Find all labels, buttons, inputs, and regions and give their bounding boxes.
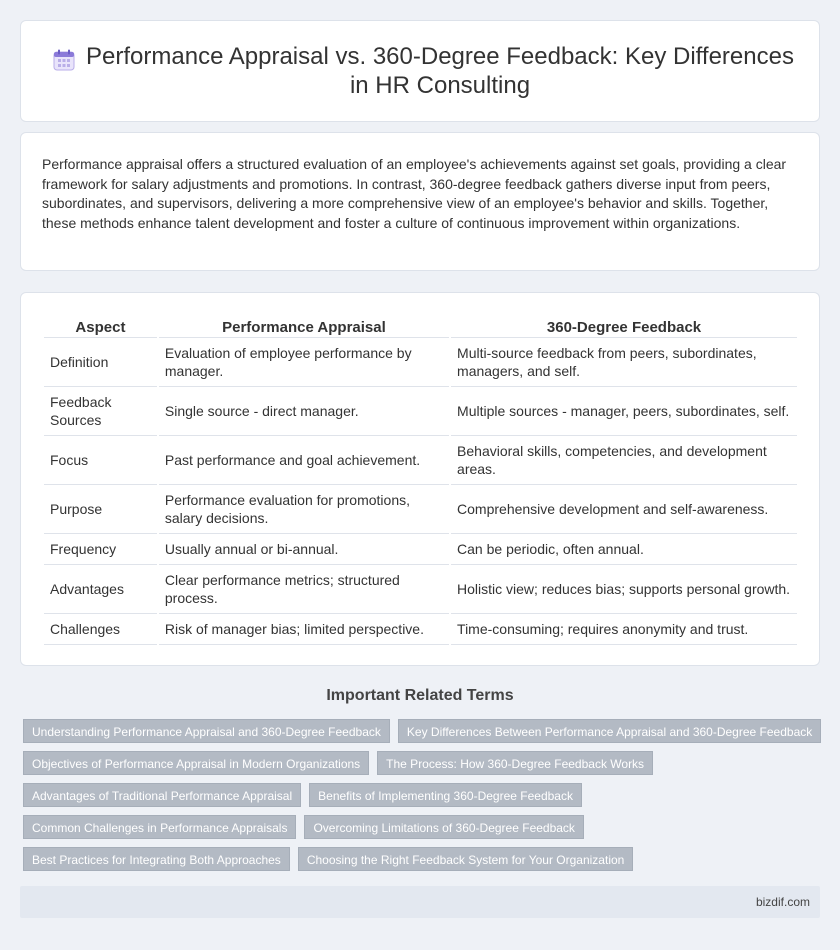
column-header: Performance Appraisal <box>159 317 449 338</box>
related-term-tag[interactable]: Choosing the Right Feedback System for Your Organization <box>298 847 634 871</box>
table-row <box>44 486 797 534</box>
related-term-tag[interactable]: Best Practices for Integrating Both Approaches <box>23 847 290 871</box>
table-row <box>44 535 797 565</box>
table-cell: Frequency <box>44 535 157 565</box>
table-row <box>44 437 797 485</box>
column-header: 360-Degree Feedback <box>451 317 797 338</box>
table-cell: Time-consuming; requires anonymity and trust. <box>451 615 797 645</box>
related-term-tag[interactable]: Advantages of Traditional Performance Appraisal <box>23 783 301 807</box>
related-term-tag[interactable]: The Process: How 360-Degree Feedback Works <box>377 751 653 775</box>
intro-paragraph: Performance appraisal offers a structured evaluation of an employee's achievements against set goals, providing a clear framework for salary adjustments and promotions. In contrast, 360-degree feedback gathers diverse input from peers, subordinates, and supervisors, delivering a more comprehensive view of an employee's behavior and skills. Together, these methods enhance talent development and foster a culture of continuous improvement within organizations. <box>42 156 787 231</box>
related-terms-title: Important Related Terms <box>326 687 514 704</box>
table-cell: Multiple sources - manager, peers, subordinates, self. <box>451 388 797 436</box>
table-cell: Focus <box>44 437 157 485</box>
related-term-tag[interactable]: Overcoming Limitations of 360-Degree Feedback <box>304 815 583 839</box>
table-cell: Definition <box>44 339 157 387</box>
column-header: Aspect <box>44 317 157 338</box>
table-cell: Risk of manager bias; limited perspective. <box>159 615 449 645</box>
page-title: Performance Appraisal vs. 360-Degree Feedback: Key Differences in HR Consulting <box>86 43 794 99</box>
table-row <box>44 615 797 645</box>
table-cell: Purpose <box>44 486 157 534</box>
table-cell: Feedback Sources <box>44 388 157 436</box>
comparison-table <box>42 316 799 646</box>
related-term-tag[interactable]: Understanding Performance Appraisal and 360-Degree Feedback <box>23 719 390 743</box>
table-cell: Clear performance metrics; structured process. <box>159 566 449 614</box>
related-term-tag[interactable]: Common Challenges in Performance Appraisals <box>23 815 296 839</box>
table-cell: Performance evaluation for promotions, salary decisions. <box>159 486 449 534</box>
table-cell: Usually annual or bi-annual. <box>159 535 449 565</box>
header-card <box>20 20 820 122</box>
table-header-row <box>44 317 797 338</box>
intro-card <box>20 132 820 271</box>
table-cell: Behavioral skills, competencies, and development areas. <box>451 437 797 485</box>
table-row <box>44 339 797 387</box>
comparison-table-card <box>20 292 820 666</box>
table-cell: Advantages <box>44 566 157 614</box>
table-row <box>44 388 797 436</box>
table-cell: Challenges <box>44 615 157 645</box>
table-cell: Past performance and goal achievement. <box>159 437 449 485</box>
table-cell: Single source - direct manager. <box>159 388 449 436</box>
table-cell: Can be periodic, often annual. <box>451 535 797 565</box>
related-term-tag[interactable]: Objectives of Performance Appraisal in Modern Organizations <box>23 751 369 775</box>
footer <box>20 886 820 918</box>
related-terms-list <box>23 719 823 879</box>
table-cell: Evaluation of employee performance by manager. <box>159 339 449 387</box>
table-cell: Multi-source feedback from peers, subordinates, managers, and self. <box>451 339 797 387</box>
table-row <box>44 566 797 614</box>
related-term-tag[interactable]: Benefits of Implementing 360-Degree Feedback <box>309 783 582 807</box>
related-term-tag[interactable]: Key Differences Between Performance Appraisal and 360-Degree Feedback <box>398 719 821 743</box>
footer-site-link[interactable]: bizdif.com <box>755 895 810 909</box>
table-cell: Comprehensive development and self-awareness. <box>451 486 797 534</box>
table-cell: Holistic view; reduces bias; supports personal growth. <box>451 566 797 614</box>
